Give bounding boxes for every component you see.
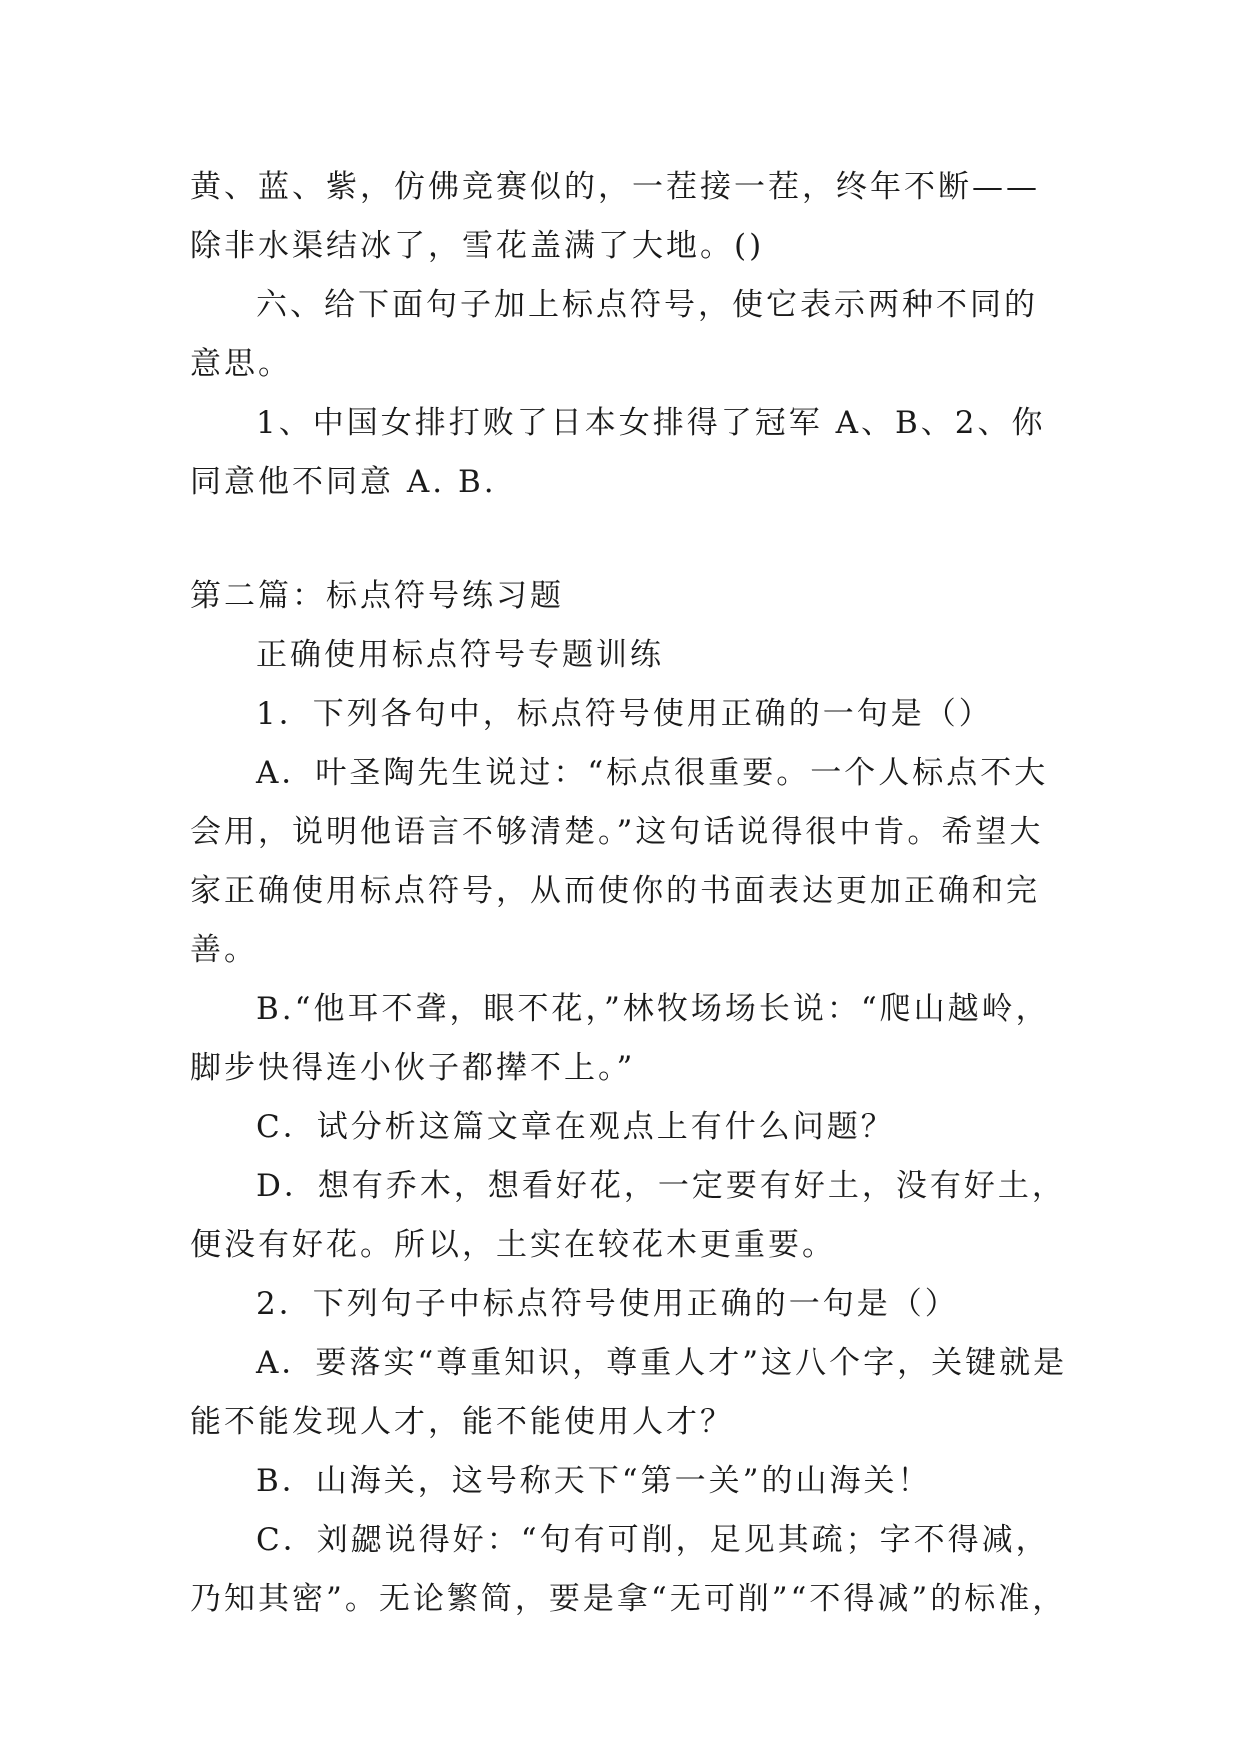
section-subheading: 正确使用标点符号专题训练	[256, 637, 664, 673]
question-2-option-c: C．刘勰说得好：“句有可削，足见其疏；字不得减，乃知其密”。无论繁简，要是拿“无可削”“不得减”的标准，	[190, 1522, 1067, 1617]
question-1-stem: 1．下列各句中，标点符号使用正确的一句是（）	[256, 696, 993, 732]
question-1-option-b: B.“他耳不聋，眼不花，”林牧场场长说：“爬山越岭，脚步快得连小伙子都撵不上。”	[190, 991, 1050, 1086]
question-2-stem: 2．下列句子中标点符号使用正确的一句是（）	[256, 1286, 959, 1322]
paragraph-continuation: 黄、蓝、紫，仿佛竞赛似的，一茬接一茬，终年不断——除非水渠结冰了，雪花盖满了大地。()	[190, 169, 1040, 264]
question-6-items: 1、中国女排打败了日本女排得了冠军 A、B、2、你同意他不同意 A. B.	[190, 405, 1046, 500]
question-2-option-b: B．山海关，这号称天下“第一关”的山海关！	[256, 1463, 932, 1499]
section-heading: 第二篇：标点符号练习题	[190, 578, 564, 614]
question-2-option-a: A．要落实“尊重知识，尊重人才”这八个字，关键就是能不能发现人才，能不能使用人才？	[190, 1345, 1068, 1440]
document-body	[190, 158, 1070, 1629]
question-1-option-d: D．想有乔木，想看好花，一定要有好土，没有好土，便没有好花。所以，土实在较花木更重要。	[190, 1168, 1066, 1263]
question-1-option-c: C．试分析这篇文章在观点上有什么问题？	[256, 1109, 895, 1145]
section-gap	[190, 512, 1070, 567]
question-6-prompt: 六、给下面句子加上标点符号，使它表示两种不同的意思。	[190, 287, 1038, 382]
question-1-option-a: A．叶圣陶先生说过：“标点很重要。一个人标点不大会用，说明他语言不够清楚。”这句话说得很中肯。希望大家正确使用标点符号，从而使你的书面表达更加正确和完善。	[190, 755, 1049, 968]
